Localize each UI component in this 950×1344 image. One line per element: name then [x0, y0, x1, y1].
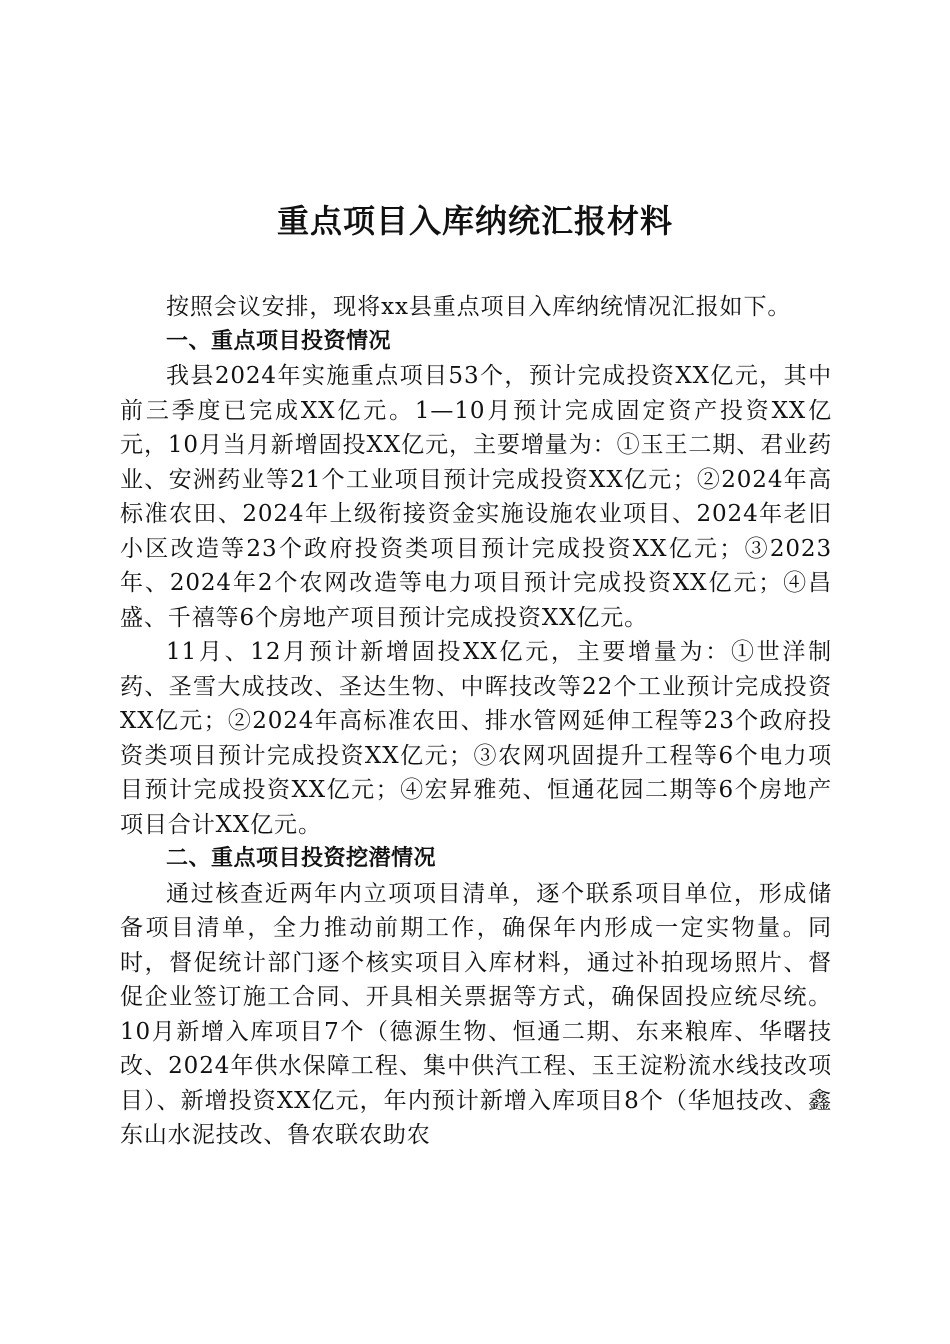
document-body: [120, 290, 832, 1153]
section-2-heading: 二、重点项目投资挖潜情况: [166, 846, 437, 871]
section-1-paragraph-2: 11月、12月预计新增固投XX亿元，主要增量为：①世洋制药、圣雪大成技改、圣达生物、中晖技改等22个工业预计完成投资XX亿元；②2024年高标准农田、排水管网延伸工程等23个政府投资类项目预计完成投资XX亿元；③农网巩固提升工程等6个电力项目预计完成投资XX亿元；④宏昇雅苑、恒通花园二期等6个房地产项目合计XX亿元。: [120, 639, 832, 838]
document-title: 重点项目入库纳统汇报材料: [276, 202, 673, 240]
section-1-paragraph-1: 我县2024年实施重点项目53个，预计完成投资XX亿元，其中前三季度已完成XX亿元。1—10月预计完成固定资产投资XX亿元，10月当月新增固投XX亿元，主要增量为：①玉王二期、君业药业、安洲药业等21个工业项目预计完成投资XX亿元；②2024年高标准农田、2024年上级衔接资金实施设施农业项目、2024年老旧小区改造等23个政府投资类项目预计完成投资XX亿元；③2023年、2024年2个农网改造等电力项目预计完成投资XX亿元；④昌盛、千禧等6个房地产项目预计完成投资XX亿元。: [120, 363, 832, 631]
section-2-paragraph-1: 通过核查近两年内立项项目清单，逐个联系项目单位，形成储备项目清单，全力推动前期工作，确保年内形成一定实物量。同时，督促统计部门逐个核实项目入库材料，通过补拍现场照片、督促企业签订施工合同、开具相关票据等方式，确保固投应统尽统。10月新增入库项目7个（德源生物、恒通二期、东来粮库、华曙技改、2024年供水保障工程、集中供汽工程、玉王淀粉流水线技改项目）、新增投资XX亿元，年内预计新增入库项目8个（华旭技改、鑫东山水泥技改、鲁农联农助农: [120, 880, 832, 1148]
section-1-heading: 一、重点项目投资情况: [166, 328, 392, 354]
intro-paragraph: 按照会议安排，现将xx县重点项目入库纳统情况汇报如下。: [166, 294, 792, 320]
